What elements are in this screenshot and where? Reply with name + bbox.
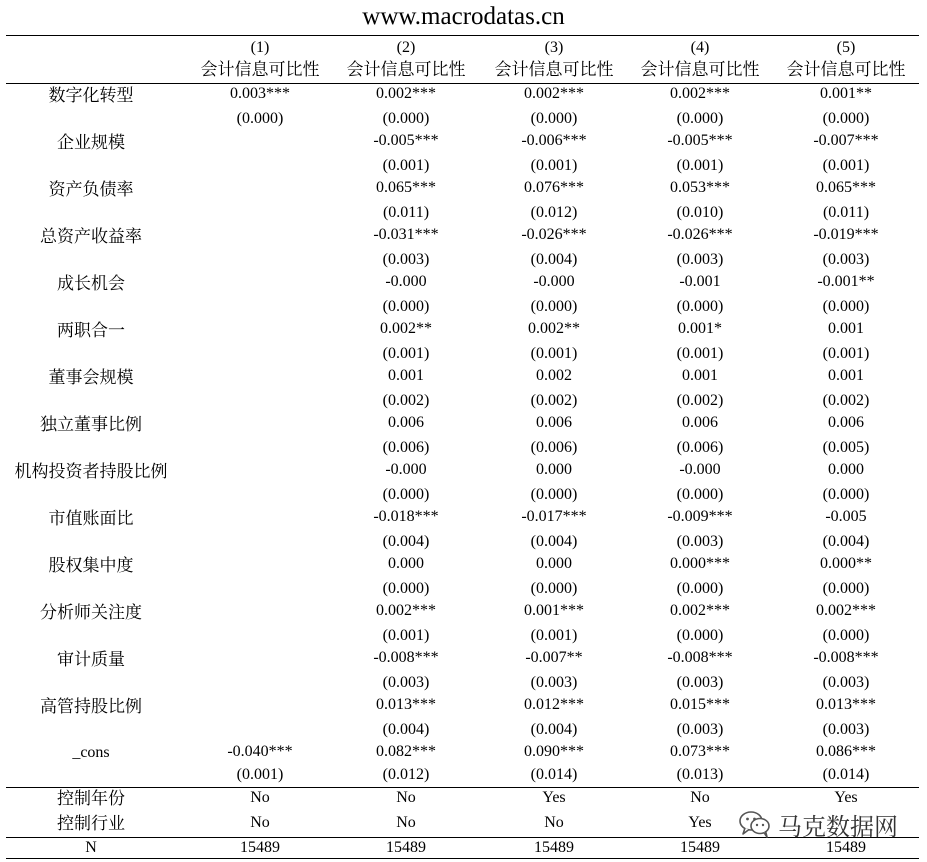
coefficient: 0.002*** [376,85,436,102]
variable-label: 数字化转型 [48,86,134,105]
variable-label: 机构投资者持股比例 [14,462,168,481]
variable-label: 两职合一 [57,321,125,340]
standard-error: (0.001) [676,345,724,362]
site-title: www.macrodatas.cn [362,3,565,30]
coefficient: 0.006 [828,414,864,431]
coefficient: 0.003*** [230,85,290,102]
standard-error: (0.003) [822,251,870,268]
column-dependent-variable: 会计信息可比性 [346,60,466,79]
observations-value: 15489 [826,839,866,856]
standard-error: (0.000) [382,110,430,127]
standard-error: (0.000) [822,486,870,503]
standard-error: (0.002) [822,392,870,409]
watermark [738,804,913,844]
standard-error: (0.001) [382,627,430,644]
variable-label: 董事会规模 [48,368,134,387]
standard-error: (0.000) [530,298,578,315]
control-value: No [396,814,416,831]
coefficient: -0.007*** [813,132,879,149]
standard-error: (0.004) [382,533,430,550]
column-dependent-variable: 会计信息可比性 [494,60,614,79]
standard-error: (0.014) [530,766,578,783]
standard-error: (0.003) [676,533,724,550]
coefficient: 0.000 [828,461,864,478]
control-label: 控制行业 [57,814,125,833]
coefficient: -0.001 [679,273,721,290]
variable-label: 总资产收益率 [40,227,142,246]
column-dependent-variable: 会计信息可比性 [200,60,320,79]
standard-error: (0.000) [530,486,578,503]
wechat-icon [738,809,772,839]
coefficient: 0.012*** [524,696,584,713]
coefficient: 0.000** [820,555,872,572]
coefficient: 0.000 [536,555,572,572]
standard-error: (0.003) [676,674,724,691]
coefficient: 0.090*** [524,743,584,760]
standard-error: (0.001) [382,345,430,362]
standard-error: (0.012) [530,204,578,221]
standard-error: (0.000) [822,580,870,597]
coefficient: -0.007** [525,649,583,666]
coefficient: -0.005*** [373,132,439,149]
control-value: No [250,789,270,806]
coefficient: -0.019*** [813,226,879,243]
variable-label: 市值账面比 [48,509,134,528]
variable-label: 分析师关注度 [40,603,142,622]
coefficient: -0.008*** [373,649,439,666]
control-label: 控制年份 [57,789,125,808]
standard-error: (0.001) [382,157,430,174]
coefficient: 0.001 [828,367,864,384]
coefficient: 0.006 [388,414,424,431]
coefficient: -0.040*** [227,743,293,760]
coefficient: -0.008*** [813,649,879,666]
coefficient: -0.018*** [373,508,439,525]
standard-error: (0.001) [822,157,870,174]
standard-error: (0.000) [382,486,430,503]
coefficient: 0.001 [682,367,718,384]
standard-error: (0.001) [530,345,578,362]
watermark-text: 马克数据网 [778,812,898,841]
coefficient: -0.009*** [667,508,733,525]
column-number: (5) [836,39,856,56]
standard-error: (0.004) [530,721,578,738]
standard-error: (0.001) [530,157,578,174]
coefficient: 0.000*** [670,555,730,572]
coefficient: -0.000 [533,273,575,290]
standard-error: (0.000) [236,110,284,127]
coefficient: 0.000 [388,555,424,572]
standard-error: (0.001) [822,345,870,362]
standard-error: (0.003) [822,674,870,691]
standard-error: (0.000) [530,580,578,597]
column-dependent-variable: 会计信息可比性 [786,60,906,79]
standard-error: (0.000) [382,580,430,597]
coefficient: -0.026*** [667,226,733,243]
coefficient: 0.013*** [376,696,436,713]
standard-error: (0.003) [676,251,724,268]
variable-label: 高管持股比例 [40,697,142,716]
standard-error: (0.000) [382,298,430,315]
coefficient: 0.002** [380,320,432,337]
coefficient: -0.017*** [521,508,587,525]
coefficient: 0.002*** [670,602,730,619]
standard-error: (0.006) [530,439,578,456]
standard-error: (0.004) [382,721,430,738]
standard-error: (0.002) [676,392,724,409]
coefficient: 0.001*** [524,602,584,619]
control-value: Yes [688,814,712,831]
standard-error: (0.006) [676,439,724,456]
coefficient: 0.002*** [670,85,730,102]
coefficient: -0.026*** [521,226,587,243]
coefficient: 0.000 [536,461,572,478]
coefficient: 0.001 [388,367,424,384]
standard-error: (0.004) [530,251,578,268]
standard-error: (0.003) [676,721,724,738]
standard-error: (0.000) [676,580,724,597]
standard-error: (0.002) [530,392,578,409]
variable-label: 独立董事比例 [40,415,142,434]
constant-label: _cons [72,744,110,761]
standard-error: (0.000) [676,486,724,503]
coefficient: -0.008*** [667,649,733,666]
coefficient: -0.031*** [373,226,439,243]
standard-error: (0.001) [530,627,578,644]
coefficient: 0.065*** [816,179,876,196]
standard-error: (0.002) [382,392,430,409]
coefficient: 0.001* [678,320,722,337]
standard-error: (0.005) [822,439,870,456]
observations-value: 15489 [386,839,426,856]
variable-label: 成长机会 [57,274,125,293]
coefficient: -0.005 [825,508,867,525]
control-value: Yes [542,789,566,806]
variable-label: 股权集中度 [48,556,134,575]
coefficient: 0.015*** [670,696,730,713]
variable-label: 资产负债率 [48,180,134,199]
standard-error: (0.000) [676,110,724,127]
standard-error: (0.012) [382,766,430,783]
column-number: (3) [544,39,564,56]
coefficient: 0.002 [536,367,572,384]
standard-error: (0.000) [822,110,870,127]
coefficient: -0.001** [817,273,875,290]
coefficient: 0.013*** [816,696,876,713]
coefficient: -0.006*** [521,132,587,149]
coefficient: 0.082*** [376,743,436,760]
observations-value: 15489 [534,839,574,856]
top-rule [6,35,919,36]
standard-error: (0.003) [530,674,578,691]
standard-error: (0.003) [382,251,430,268]
coefficient: 0.002** [528,320,580,337]
coefficient: 0.076*** [524,179,584,196]
column-dependent-variable: 会计信息可比性 [640,60,760,79]
column-number: (2) [396,39,416,56]
standard-error: (0.000) [676,627,724,644]
coefficient: 0.002*** [816,602,876,619]
standard-error: (0.000) [822,627,870,644]
standard-error: (0.003) [382,674,430,691]
control-value: No [544,814,564,831]
standard-error: (0.011) [382,204,430,221]
control-value: No [690,789,710,806]
standard-error: (0.001) [676,157,724,174]
observations-value: 15489 [680,839,720,856]
variable-label: 审计质量 [57,650,125,669]
standard-error: (0.000) [676,298,724,315]
coefficient: -0.000 [679,461,721,478]
coefficient: 0.053*** [670,179,730,196]
coefficient: -0.000 [385,273,427,290]
column-number: (1) [250,39,270,56]
standard-error: (0.011) [822,204,870,221]
observations-value: 15489 [240,839,280,856]
standard-error: (0.010) [676,204,724,221]
coefficient: 0.073*** [670,743,730,760]
coefficient: -0.005*** [667,132,733,149]
standard-error: (0.004) [530,533,578,550]
standard-error: (0.014) [822,766,870,783]
coefficient: 0.086*** [816,743,876,760]
control-value: No [250,814,270,831]
bottom-rule [6,858,919,859]
standard-error: (0.000) [530,110,578,127]
coefficient: 0.002*** [524,85,584,102]
coefficient: 0.006 [536,414,572,431]
control-value: Yes [834,789,858,806]
coefficient: 0.001 [828,320,864,337]
standard-error: (0.000) [822,298,870,315]
coefficient: 0.002*** [376,602,436,619]
standard-error: (0.004) [822,533,870,550]
standard-error: (0.013) [676,766,724,783]
standard-error: (0.006) [382,439,430,456]
standard-error: (0.003) [822,721,870,738]
observations-label: N [85,839,97,856]
coefficient: 0.065*** [376,179,436,196]
coefficient: -0.000 [385,461,427,478]
control-value: No [396,789,416,806]
standard-error: (0.001) [236,766,284,783]
variable-label: 企业规模 [57,133,125,152]
column-number: (4) [690,39,710,56]
coefficient: 0.001** [820,85,872,102]
coefficient: 0.006 [682,414,718,431]
